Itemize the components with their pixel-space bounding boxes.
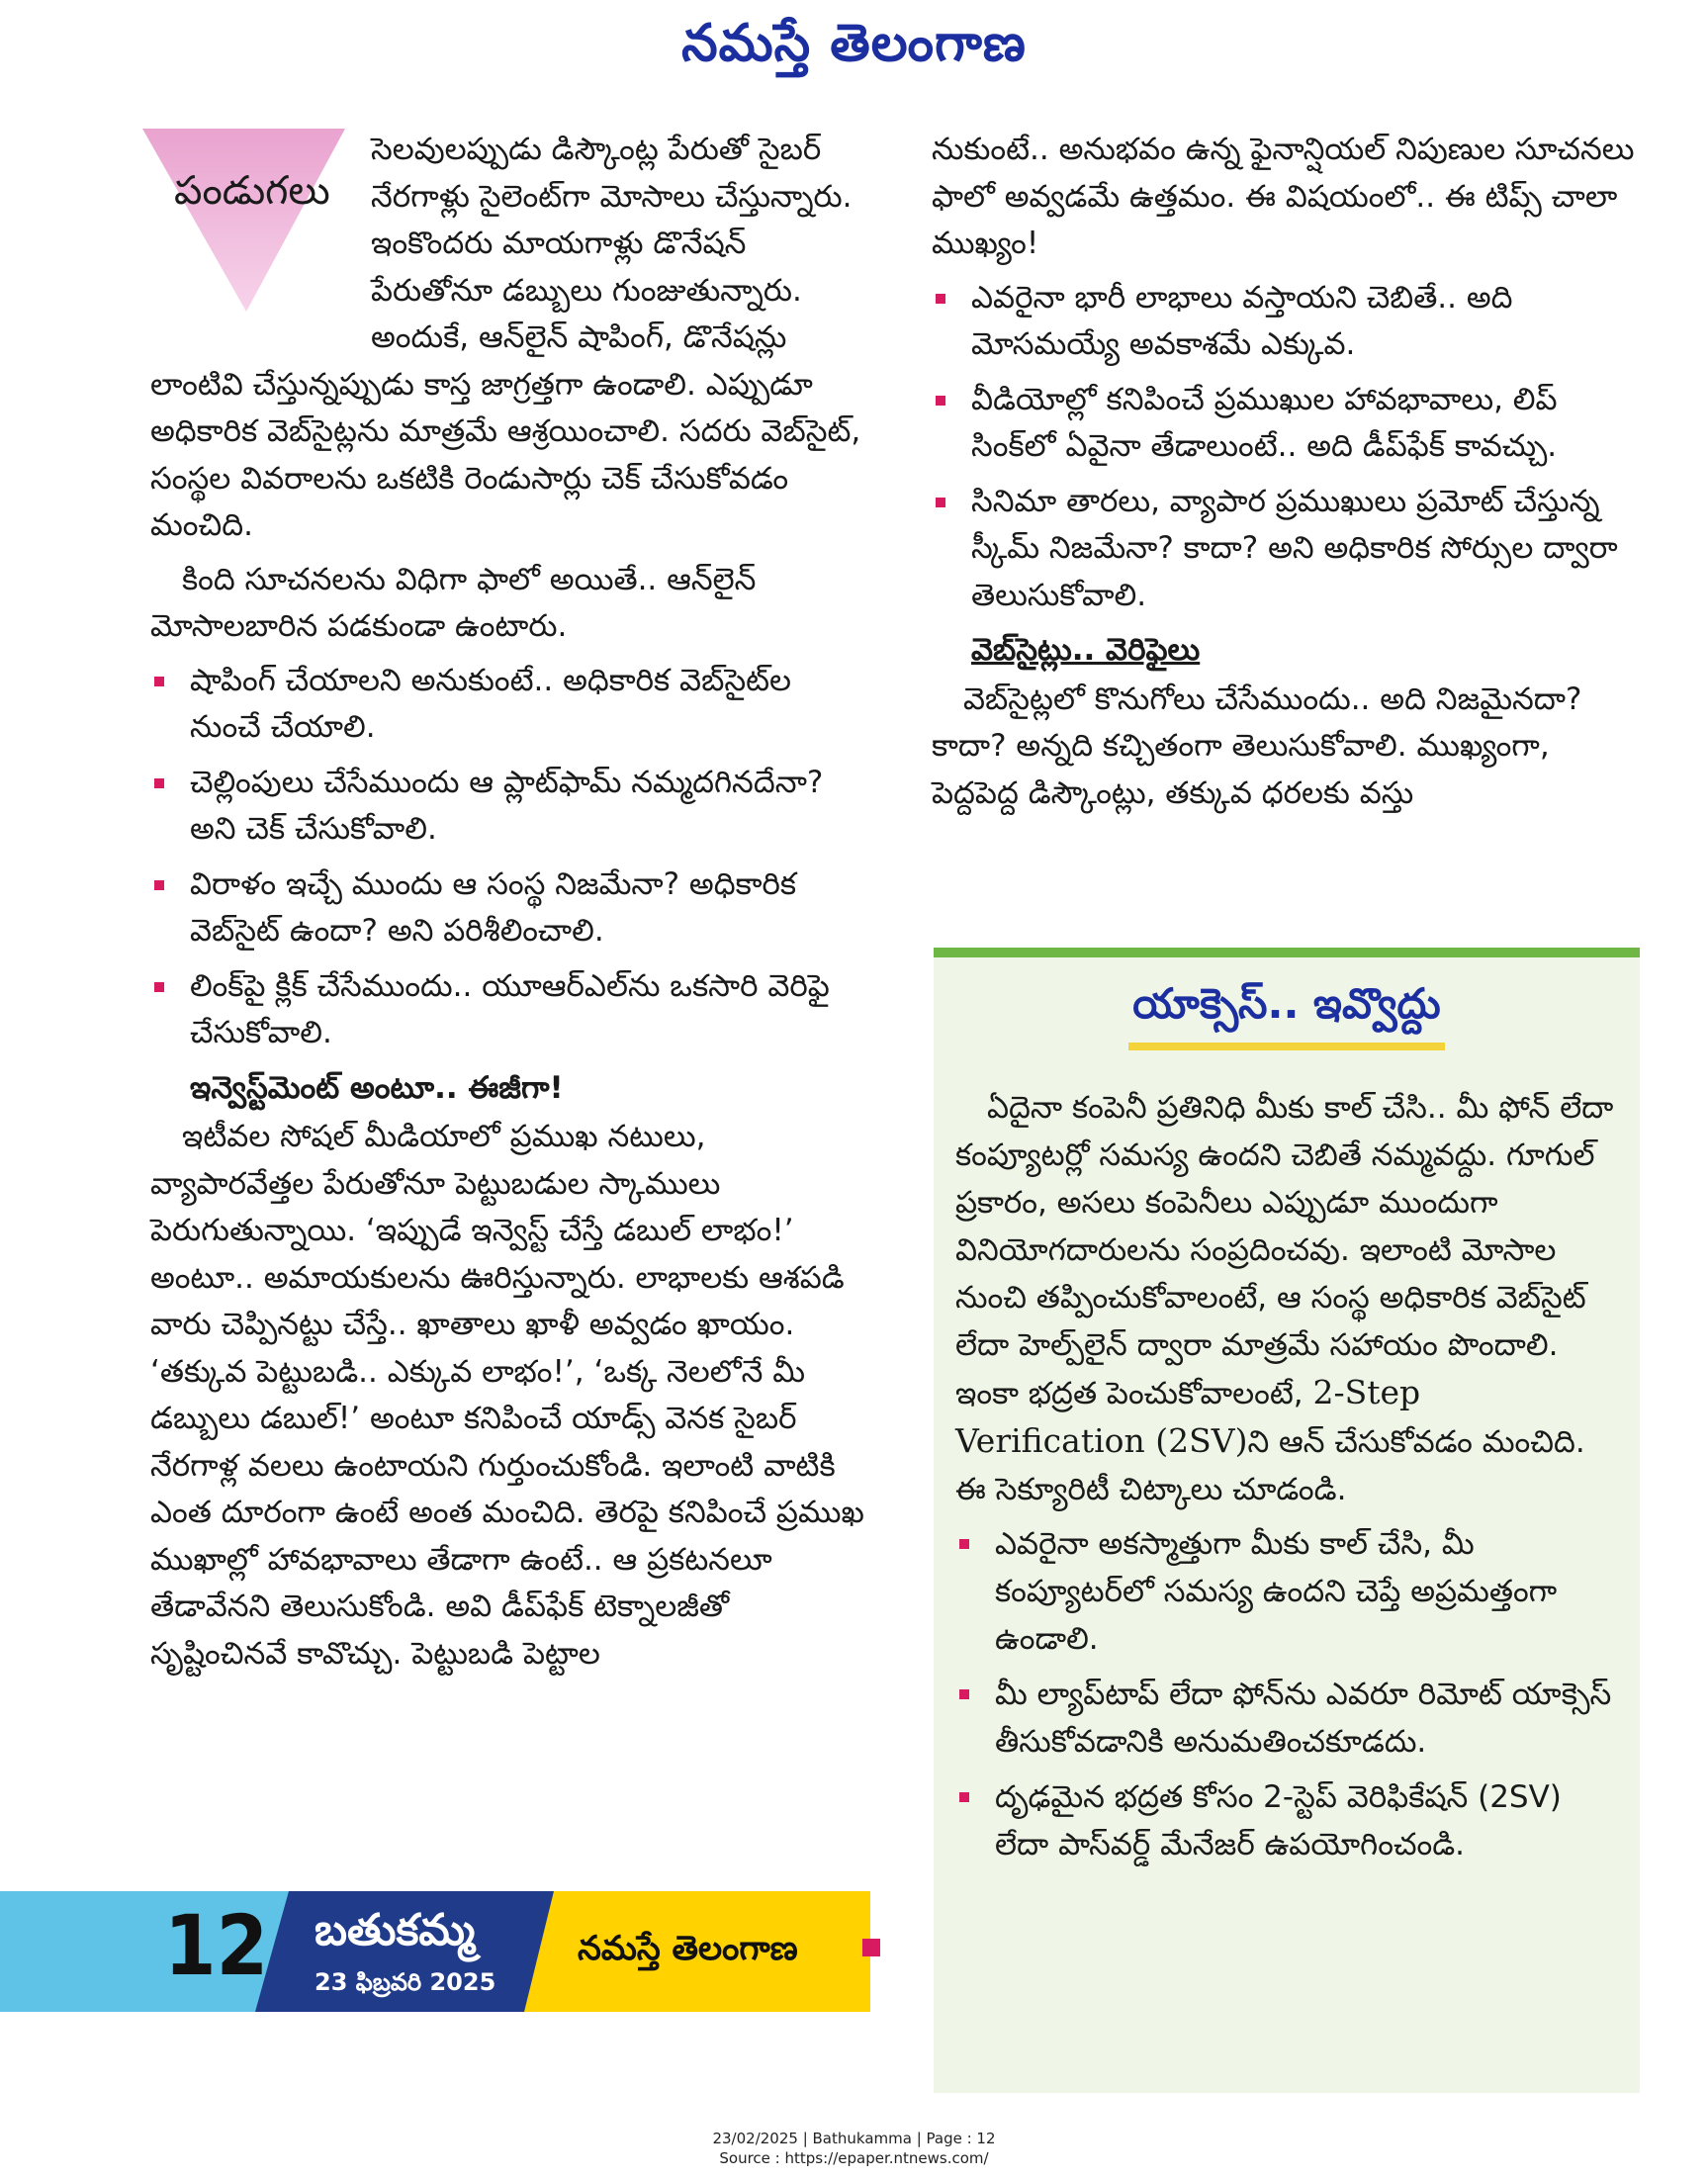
pink-triangle-shape [142,129,345,312]
bullet-square-icon [936,294,945,304]
festival-tag-label: పండుగలు [174,168,330,214]
investment-subheading: ఇన్వెస్ట్‌మెంట్ అంటూ.. ఈజీగా! [190,1069,564,1106]
list-item-text: షాపింగ్ చేయాలని అనుకుంటే.. అధికారిక వెబ్‌సైట్‌ల నుంచే చేయాలి. [190,662,792,745]
list-item [150,658,870,752]
left-column [150,127,870,1684]
list-item-text: లింక్‌పై క్లిక్ చేసేముందు.. యూఆర్ఎల్‌ను ఒకసారి వెరిఫై చేసుకోవాలి. [190,967,830,1050]
list-item [150,862,870,955]
bullet-square-icon [936,498,945,507]
sidebar-box [934,948,1640,2093]
list-item [932,275,1644,369]
epaper-info [0,2129,1708,2168]
list-item [932,479,1644,620]
list-item-text: దృఢమైన భద్రత కోసం 2-స్టెప్ వెరిఫికేషన్ (2SV) లేదా పాస్‌వర్డ్ మేనేజర్ ఉపయోగించండి. [995,1779,1562,1862]
continued-paragraph: నుకుంటే.. అనుభవం ఉన్న ఫైనాన్షియల్ నిపుణుల సూచనలు ఫాలో అవ్వడమే ఉత్తమం. ఈ విషయంలో.. ఈ టిప్స్ చాలా ముఖ్యం! [932,132,1635,261]
list-item [955,1520,1618,1663]
supplement-brand: బతుకమ్మ [315,1905,476,1955]
list-item-text: వీడియోల్లో కనిపించే ప్రముఖుల హావభావాలు, లిప్ సింక్‌లో ఏవైనా తేడాలుంటే.. అది డీప్‌ఫేక్ కావచ్చు. [971,381,1558,464]
list-item [955,1671,1618,1766]
sidebar-title-wrap [934,979,1640,1050]
bullet-square-icon [959,1792,969,1802]
paper-name: నమస్తే తెలంగాణ [578,1929,798,1968]
list-item [955,1773,1618,1868]
websites-paragraph: వెబ్‌సైట్లలో కొనుగోలు చేసేముందు.. అది నిజమైనదా? కాదా? అన్నది కచ్చితంగా తెలుసుకోవాలి. ముఖ్యంగా, పెద్దపెద్ద డిస్కౌంట్లు, తక్కువ ధరలకు వస్తు [932,681,1582,811]
sidebar-text-part2: ని ఆన్ చేసుకోవడం మంచిది. ఈ సెక్యూరిటీ చిట్కాలు చూడండి. [955,1424,1585,1507]
sidebar-text-latin: 2-Step Verification (2SV) [955,1373,1421,1460]
websites-subheading: వెబ్‌సైట్లు.. వెరిఫైలు [971,632,1201,668]
page-number: 12 [164,1897,269,1994]
list-item [150,963,870,1057]
epaper-source-line[interactable]: Source : https://epaper.ntnews.com/ [719,2149,989,2167]
list-item-text: విరాళం ఇచ్చే ముందు ఆ సంస్థ నిజమేనా? అధికారిక వెబ్‌సైట్ ఉందా? అని పరిశీలించాలి. [190,865,797,949]
list-item [150,760,870,854]
investment-paragraph: ఇటీవల సోషల్ మీడియాలో ప్రముఖ నటులు, వ్యాపారవేత్తల పేరుతోనూ పెట్టుబడుల స్కాములు పెరుగుతున్నాయి. ‘ఇప్పుడే ఇన్వెస్ట్ చేస్తే డబుల్ లాభం!’ అంటూ.. అమాయకులను ఊరిస్తున్నారు. లాభాలకు ఆశపడి వారు చెప్పినట్టు చేస్తే.. ఖాతాలు ఖాళీ అవ్వడం ఖాయం. ‘తక్కువ పెట్టుబడి.. ఎక్కువ లాభం!’, ‘ఒక్క నెలలోనే మీ డబ్బులు డబుల్!’ అంటూ కనిపించే యాడ్స్ వెనక సైబర్ నేరగాళ్ల వలలు ఉంటాయని గుర్తుంచుకోండి. ఇలాంటి వాటికి ఎంత దూరంగా ఉంటే అంత మంచిది. తెరపై కనిపించే ప్రముఖ ముఖాల్లో హావభావాలు తేడాగా ఉంటే.. ఆ ప్రకటనలూ తేడావేనని తెలుసుకోండి. అవి డీప్‌ఫేక్ టెక్నాలజీతో సృష్టించినవే కావొచ్చు. పెట్టుబడి పెట్టాల [150,1119,864,1672]
bullet-square-icon [154,778,164,788]
sidebar-paragraph [955,1084,1618,1513]
follow-paragraph: కింది సూచనలను విధిగా ఫాలో అయితే.. ఆన్‌లైన్ మోసాలబారిన పడకుండా ఉంటారు. [150,561,757,644]
sidebar-body [955,1084,1618,1876]
list-item-text: సినిమా తారలు, వ్యాపార ప్రముఖులు ప్రమోట్ చేస్తున్న స్కీమ్ నిజమేనా? కాదా? అని అధికారిక సోర్సుల ద్వారా తెలుసుకోవాలి. [971,483,1618,613]
epaper-page-line: 23/02/2025 | Bathukamma | Page : 12 [712,2130,996,2147]
sidebar-text-part1: ఏదైనా కంపెనీ ప్రతినిధి మీకు కాల్ చేసి.. మీ ఫోన్ లేదా కంప్యూటర్లో సమస్య ఉందని చెబితే నమ్మవద్దు. గూగుల్ ప్రకారం, అసలు కంపెనీలు ఎప్పుడూ ముందుగా వినియోగదారులను సంప్రదించవు. ఇలాంటి మోసాల నుంచి తప్పించుకోవాలంటే, ఆ సంస్థ అధికారిక వెబ్‌సైట్ లేదా హెల్ప్‌లైన్ ద్వారా మాత్రమే సహాయం పొందాలి. ఇంకా భద్రత పెంచుకోవాలంటే, [955,1090,1614,1411]
list-item-text: మీ ల్యాప్‌టాప్ లేదా ఫోన్‌ను ఎవరూ రిమోట్ యాక్సెస్ తీసుకోవడానికి అనుమతించకూడదు. [995,1677,1612,1760]
list-item [932,377,1644,471]
bullet-square-icon [936,396,945,406]
bullet-square-icon [154,677,164,686]
issue-date: 23 ఫిబ్రవరి 2025 [315,1968,496,1996]
bullet-square-icon [959,1689,969,1699]
bullet-square-icon [154,880,164,890]
list-item-text: ఎవరైనా అకస్మాత్తుగా మీకు కాల్ చేసి, మీ కంప్యూటర్‌లో సమస్య ఉందని చెప్తే అప్రమత్తంగా ఉండాలి. [995,1526,1558,1657]
footer-square-icon [862,1939,880,1956]
right-column [932,127,1644,824]
bullet-square-icon [959,1539,969,1549]
bullet-square-icon [154,982,164,992]
sidebar-title: యాక్సెస్.. ఇవ్వొద్దు [1128,979,1444,1050]
list-item-text: ఎవరైనా భారీ లాభాలు వస్తాయని చెబితే.. అది మోసమయ్యే అవకాశమే ఎక్కువ. [971,279,1513,362]
list-item-text: చెల్లింపులు చేసేముందు ఆ ప్లాట్‌ఫామ్ నమ్మదగినదేనా? అని చెక్ చేసుకోవాలి. [190,764,824,847]
festival-tag [142,129,345,312]
intro-paragraph: సెలవులప్పుడు డిస్కౌంట్ల పేరుతో సైబర్ నేరగాళ్లు సైలెంట్‌గా మోసాలు చేస్తున్నారు. ఇంకొందరు మాయగాళ్లు డొనేషన్ పేరుతోనూ డబ్బులు గుంజుతున్నారు. అందుకే, ఆన్‌లైన్ షాపింగ్, డొనేషన్లు లాంటివి చేస్తున్నప్పుడు కాస్త జాగ్రత్తగా ఉండాలి. ఎప్పుడూ అధికారిక వెబ్‌సైట్లను మాత్రమే ఆశ్రయించాలి. సదరు వెబ్‌సైట్, సంస్థల వివరాలను ఒకటికి రెండుసార్లు చెక్ చేసుకోవడం మంచిది. [150,132,861,543]
masthead-title: నమస్తే తెలంగాణ [681,14,1027,73]
